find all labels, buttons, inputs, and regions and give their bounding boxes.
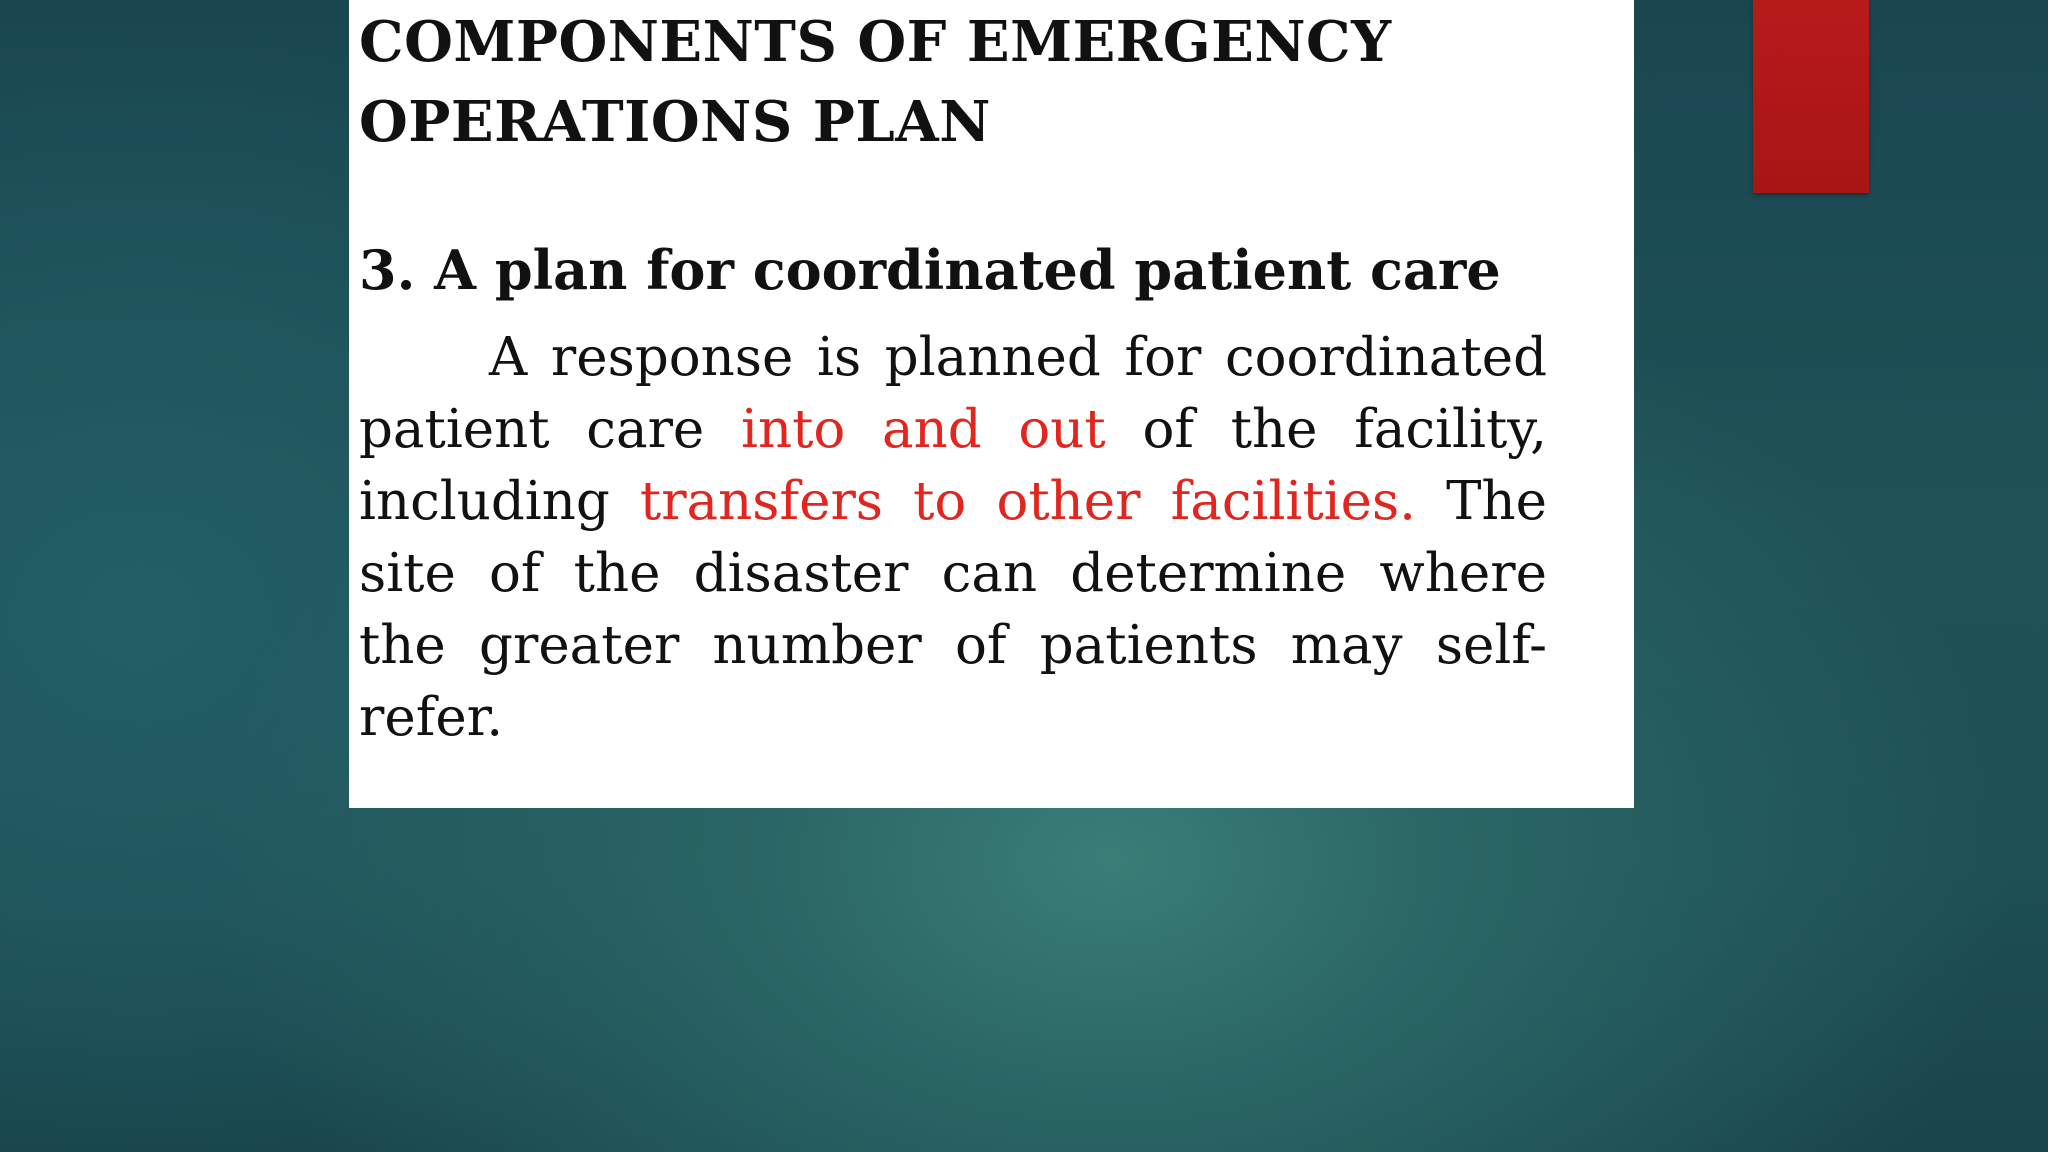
highlight-into-and-out: into and out	[741, 399, 1106, 460]
body-text-part-3: The site of the disaster can determine where the greater number of patients may self-refer.	[359, 471, 1548, 748]
body-text-part-2: of the facility, including	[359, 399, 1548, 532]
slide-title	[359, 2, 1559, 162]
section-heading: 3. A plan for coordinated patient care	[359, 238, 1501, 302]
body-text-part-1: A response is planned for coordinated patient care	[359, 327, 1547, 460]
highlight-transfers: transfers to other facilities.	[639, 471, 1417, 532]
slide-title-line-1: COMPONENTS OF EMERGENCY	[359, 9, 1392, 75]
body-paragraph	[359, 322, 1547, 754]
red-accent-tab	[1753, 0, 1869, 193]
slide-content-card	[349, 0, 1634, 808]
slide-title-line-2: OPERATIONS PLAN	[359, 89, 991, 155]
